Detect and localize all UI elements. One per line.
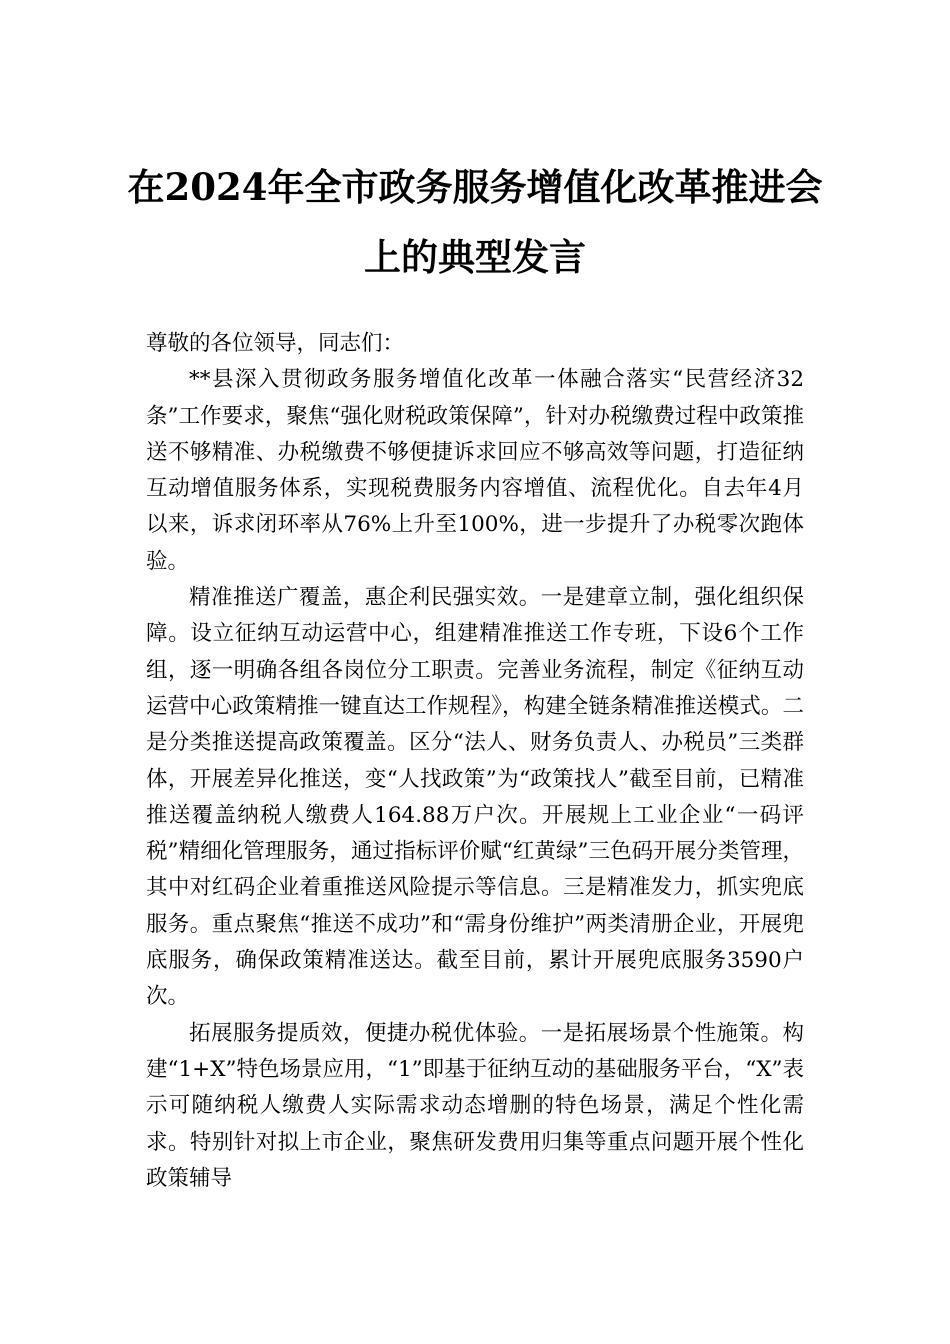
- salutation: 尊敬的各位领导，同志们：: [146, 331, 405, 356]
- title-line-2: 上的典型发言: [364, 235, 586, 279]
- paragraph-1: **县深入贯彻政务服务增值化改革一体融合落实“民营经济32条”工作要求，聚焦“强化财税政策保障”，针对办税缴费过程中政策推送不够精准、办税缴费不够便捷诉求回应不够高效等问题，打造征纳互动增值服务体系，实现税费服务内容增值、流程优化。自去年4月以来，诉求闭环率从76%上升至100%，进一步提升了办税零次跑体验。: [146, 367, 804, 574]
- paragraph-2: 精准推送广覆盖，惠企利民强实效。一是建章立制，强化组织保障。设立征纳互动运营中心，组建精准推送工作专班，下设6个工作组，逐一明确各组各岗位分工职责。完善业务流程，制定《征纳互动运营中心政策精推一键直达工作规程》，构建全链条精准推送模式。二是分类推送提高政策覆盖。区分“法人、财务负责人、办税员”三类群体，开展差异化推送，变“人找政策”为“政策找人”截至目前，已精准推送覆盖纳税人缴费人164.88万户次。开展规上工业企业“一码评税”精细化管理服务，通过指标评价赋“红黄绿”三色码开展分类管理，其中对红码企业着重推送风险提示等信息。三是精准发力，抓实兜底服务。重点聚焦“推送不成功”和“需身份维护”两类清册企业，开展兜底服务，确保政策精准送达。截至目前，累计开展兜底服务3590户次。: [146, 585, 804, 1010]
- paragraph-3: 拓展服务提质效，便捷办税优体验。一是拓展场景个性施策。构建“1+X”特色场景应用，“1”即基于征纳互动的基础服务平台，“X”表示可随纳税人缴费人实际需求动态增删的特色场景，满足个性化需求。特别针对拟上市企业，聚焦研发费用归集等重点问题开展个性化政策辅导: [146, 1020, 804, 1191]
- document-body: [146, 326, 804, 1197]
- title-line-1: 在2024年全市政务服务增值化改革推进会: [127, 165, 823, 209]
- document-title: [0, 152, 950, 292]
